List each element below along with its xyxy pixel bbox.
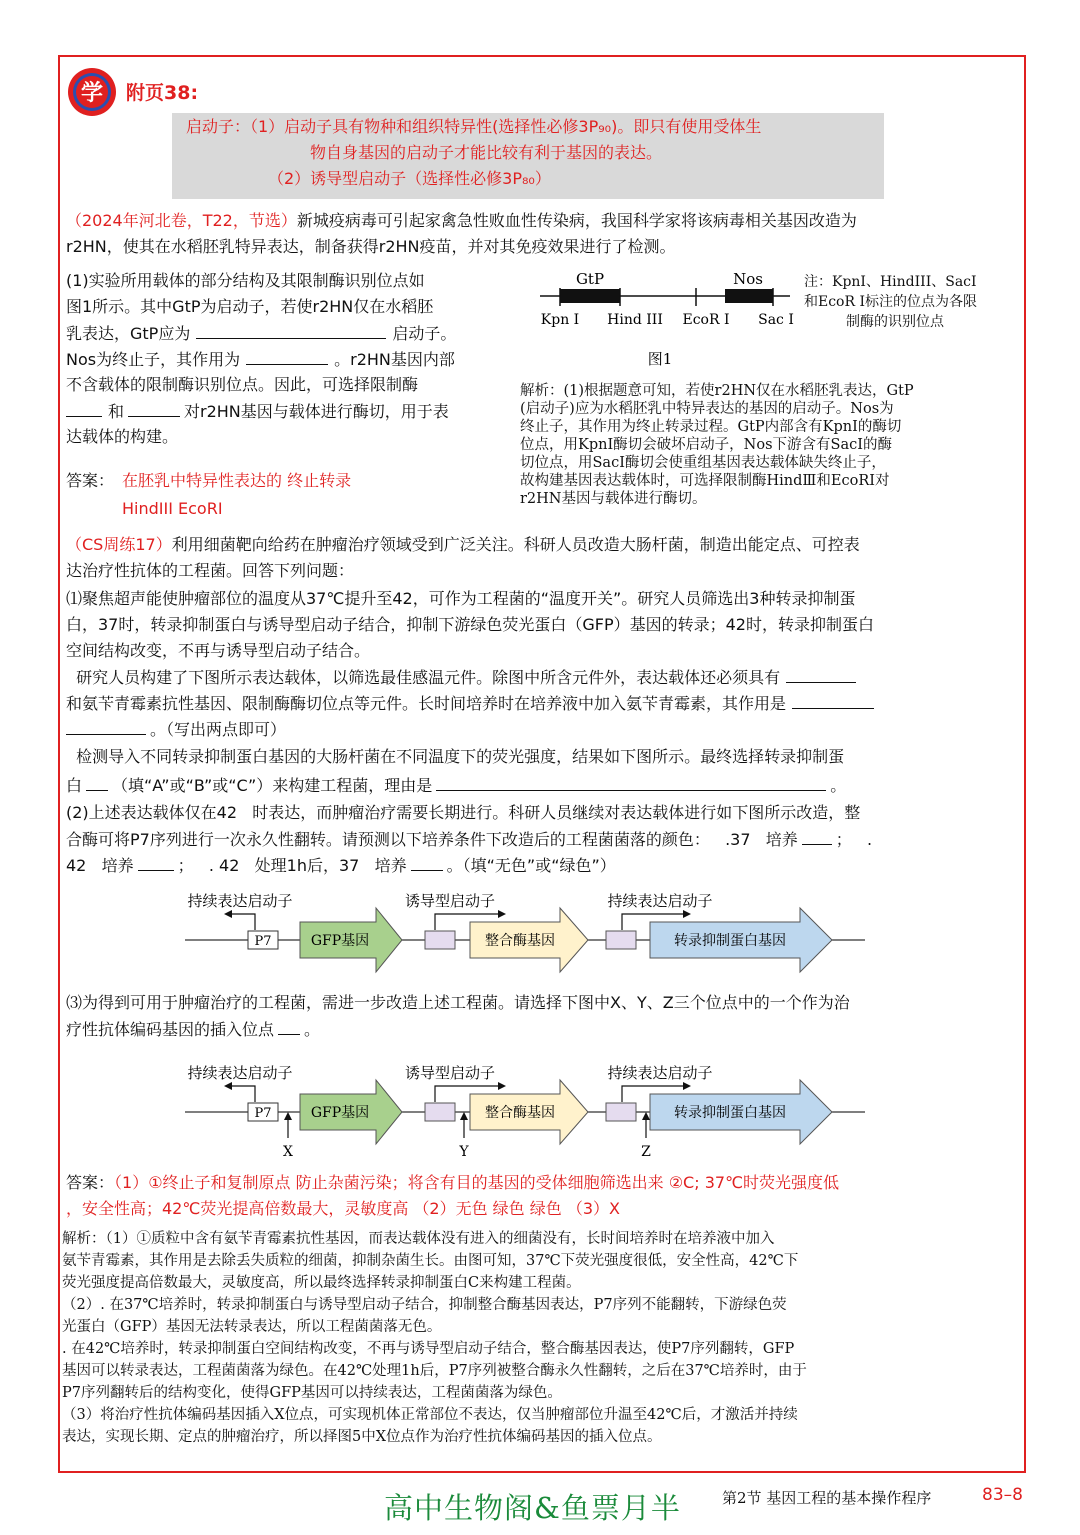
blank-enzyme-2[interactable]	[128, 398, 180, 417]
q2-p1-8b: （填“A”或“B”或“C”）来构建工程菌，理由是	[112, 776, 433, 795]
q2-p1-7: 检测导入不同转录抑制蛋白基因的大肠杆菌在不同温度下的荧光强度，结果如下图所示。最终选择转录抑制蛋	[66, 747, 845, 766]
ecor-label: EcoR I	[682, 312, 730, 328]
logo-char: 学	[80, 81, 104, 106]
q2-analysis	[62, 1228, 1022, 1448]
q2-p2-3	[66, 852, 616, 879]
q2-p1-2: 白，37时，转录抑制蛋白与诱导型启动子结合，抑制下游绿色荧光蛋白（GFP）基因的转录；42时，转录抑制蛋白	[66, 615, 874, 634]
xue-logo-icon	[66, 66, 118, 118]
q1-analysis-3: 终止子，其作用为终止转录过程。GtP内部含有KpnⅠ的酶切	[520, 419, 902, 435]
q2-p3-2b: 。	[304, 1020, 321, 1039]
q2-p2-3b: ； . 42 处理1h后，37 培养	[177, 856, 407, 875]
q2-analysis-6: . 在42℃培养时，转录抑制蛋白空间结构改变，不再与诱导型启动子结合，整合酶基因表达，使P7序列翻转，GFP	[62, 1341, 795, 1357]
q2-intro-a: 利用细菌靶向给药在肿瘤治疗领域受到广泛关注。科研人员改造大肠杆菌，制造出能定点、可控表	[171, 535, 860, 554]
expression-vector-diagram-2	[180, 1058, 870, 1162]
const-promoter-box-2	[606, 931, 636, 949]
q2-p2-2a: 合酶可将P7序列进行一次永久性翻转。请预测以下培养条件下改造后的工程菌菌落的颜色： .37 培养	[66, 830, 798, 849]
q1-analysis	[520, 382, 1020, 508]
expression-vector-diagram-1	[180, 886, 870, 976]
q2-analysis-10: 表达，实现长期、定点的肿瘤治疗，所以择图5中X位点作为治疗性抗体编码基因的插入位点。	[62, 1429, 662, 1445]
ind-promoter-label-d2: 诱导型启动子	[404, 1064, 496, 1082]
q1-analysis-4: 位点，用KpnⅠ酶切会破坏启动子，Nos下游含有SacⅠ的酶	[520, 437, 892, 453]
gfp-label-2: GFP基因	[310, 1105, 370, 1121]
q2-analysis-8: P7序列翻转后的结构变化，使得GFP基因可以持续表达，工程菌菌落为绿色。	[62, 1385, 562, 1401]
fig1-note-3: 制酶的识别位点	[846, 314, 944, 330]
note-line-1: 启动子：（1）启动子具有物种和组织特异性(选择性必修3P₉₀)。即只有使用受体生	[186, 117, 762, 136]
p7-label-2: P7	[254, 1106, 272, 1121]
q1-answer-label: 答案：	[66, 471, 115, 490]
blank-gtp[interactable]	[196, 320, 386, 339]
q1-line-3a: 乳表达，GtP应为	[66, 324, 191, 343]
q2-answer-line-2: ，安全性高；42℃荧光提高倍数最大，灵敏度高 （2）无色 绿色 绿色 （3）X	[66, 1199, 620, 1218]
footer-section: 第2节 基因工程的基本操作程序	[722, 1489, 932, 1507]
q2-p1-6a: 。（写出两点即可）	[150, 720, 287, 739]
blank-ampicillin-2[interactable]	[66, 716, 146, 735]
q2-p1-4a: 研究人员构建了下图所示表达载体，以筛选最佳感温元件。除图中所含元件外，表达载体还必须具有	[66, 668, 781, 687]
q2-p1-5a: 和氨苄青霉素抗性基因、限制酶酶切位点等元件。长时间培养时在培养液中加入氨苄青霉素，其作用是	[66, 694, 787, 713]
fig1-note-1: 注：KpnI、HindIII、SacI	[804, 274, 977, 290]
blank-nos[interactable]	[246, 346, 328, 365]
q1-line-6b: 对r2HN基因与载体进行酶切，用于表	[184, 402, 449, 421]
q2-p1-6	[66, 716, 286, 743]
q1-line-3b: 启动子。	[392, 324, 457, 343]
footer-page-number: 83–8	[982, 1485, 1023, 1505]
site-x: X	[283, 1144, 293, 1160]
blank-enzyme-1[interactable]	[66, 398, 102, 417]
blank-reason[interactable]	[436, 772, 826, 791]
const-promoter-label-d2b: 持续表达启动子	[607, 1064, 713, 1082]
integrase-label: 整合酶基因	[485, 933, 555, 949]
q1-analysis-6: 故构建基因表达载体时，可选择限制酶HindⅢ和EcoRⅠ对	[520, 473, 890, 489]
q2-intro-b: 达治疗性抗体的工程菌。回答下列问题：	[66, 561, 355, 580]
gtp-block	[560, 289, 620, 303]
kpn-label: Kpn I	[540, 312, 580, 328]
figure-1-vector	[520, 262, 800, 372]
q1-line-1: (1)实验所用载体的部分结构及其限制酶识别位点如	[66, 271, 425, 290]
q2-analysis-7: 基因可以转录表达，工程菌菌落为绿色。在42℃处理1h后，P7序列被整合酶永久性翻转，之后在37℃培养时，由于	[62, 1363, 807, 1379]
q2-analysis-1: 解析：（1）①质粒中含有氨苄青霉素抗性基因，而表达载体没有进入的细菌没有，长时间培养时在培养液中加入	[62, 1231, 775, 1247]
blank-color-42[interactable]	[138, 852, 174, 871]
q1-line-5: 不含载体的限制酶识别位点。因此，可选择限制酶	[66, 375, 419, 394]
q1-intro	[66, 208, 1016, 234]
q2-answer-label: 答案：	[66, 1173, 115, 1192]
q2-analysis-5: 光蛋白（GFP）基因无法转录表达，所以工程菌菌落无色。	[62, 1319, 442, 1335]
q2-analysis-2: 氨苄青霉素，其作用是去除丢失质粒的细菌，抑制杂菌生长。由图可知，37℃下荧光强度很低，安全性高，42℃下	[62, 1253, 799, 1269]
q1-analysis-7: r2HN基因与载体进行酶切。	[520, 491, 707, 507]
inducible-promoter-box	[425, 931, 455, 949]
q2-p2-1: (2)上述表达载体仅在42 时表达，而肿瘤治疗需要长期进行。科研人员继续对表达载体进行如下图所示改造，整	[66, 803, 861, 822]
q2-p2-3a: 42 培养	[66, 856, 134, 875]
q1-line-4b: 。r2HN基因内部	[334, 350, 455, 369]
q2-p1-8c: 。	[830, 776, 847, 795]
const-promoter-label-d2: 持续表达启动子	[187, 1064, 293, 1082]
q1-line-4	[66, 346, 455, 373]
repressor-label: 转录抑制蛋白基因	[674, 933, 786, 949]
q2-p1-4	[66, 664, 856, 691]
hind-label: Hind III	[607, 312, 663, 328]
fig1-note	[804, 272, 977, 332]
nos-label: Nos	[733, 270, 763, 288]
site-y: Y	[459, 1144, 469, 1160]
q1-intro-b: r2HN，使其在水稻胚乳特异表达，制备获得r2HN疫苗，并对其免疫效果进行了检测。	[66, 237, 676, 256]
nos-block	[725, 289, 773, 303]
repressor-label-2: 转录抑制蛋白基因	[674, 1105, 786, 1121]
q2-p2-3c: 。（填“无色”或“绿色”）	[446, 856, 616, 875]
q2-source: （CS周练17）	[66, 535, 172, 554]
blank-insert-site[interactable]	[278, 1016, 300, 1035]
blank-color-37[interactable]	[802, 826, 832, 845]
sac-label: Sac I	[758, 312, 794, 328]
q1-line-2: 图1所示。其中GtP为启动子，若使r2HN仅在水稻胚	[66, 297, 434, 316]
ind-promoter-label: 诱导型启动子	[404, 892, 496, 910]
fig1-note-2: 和EcoR I标注的位点为各限	[804, 294, 978, 310]
note-line-2: 物自身基因的启动子才能比较有利于基因的表达。	[310, 143, 663, 162]
q2-p3-2a: 疗性抗体编码基因的插入位点	[66, 1020, 275, 1039]
q1-line-6a: 和	[108, 402, 125, 421]
q2-p3-1: ⑶为得到可用于肿瘤治疗的工程菌，需进一步改造上述工程菌。请选择下图中X、Y、Z三个位点中的一个作为治	[66, 993, 850, 1012]
q2-p2-2b: ； .	[835, 830, 873, 849]
q2-intro	[66, 532, 1016, 558]
q2-analysis-3: 荧光强度提高倍数最大，灵敏度高，所以最终选择转录抑制蛋白C来构建工程菌。	[62, 1275, 581, 1291]
q1-line-6	[66, 398, 449, 425]
blank-ampicillin-1[interactable]	[792, 690, 874, 709]
figure-1-caption: 图1	[647, 350, 673, 368]
q1-analysis-2: (启动子)应为水稻胚乳中特异表达的基因的启动子。Nos为	[520, 401, 894, 417]
blank-color-42-37[interactable]	[411, 852, 443, 871]
q1-line-3	[66, 320, 456, 347]
appendix-title: 附页38:	[126, 82, 199, 104]
q2-answer-line-1: （1）①终止子和复制原点 防止杂菌污染；将含有目的基因的受体细胞筛选出来 ②C; 37℃时荧光强度低	[114, 1173, 840, 1192]
q1-answer-line-1: 在胚乳中特异性表达的 终止转录	[122, 471, 352, 490]
q2-p2-2	[66, 826, 872, 853]
gfp-label: GFP基因	[310, 933, 370, 949]
q2-p1-8	[66, 772, 846, 799]
const-promoter-label: 持续表达启动子	[187, 892, 293, 910]
q1-source: （2024年河北卷，T22，节选）	[66, 211, 297, 230]
footer-brand: 高中生物阁&鱼票月半	[384, 1491, 681, 1525]
site-z: Z	[641, 1144, 651, 1160]
q2-analysis-4: （2）. 在37℃培养时，转录抑制蛋白与诱导型启动子结合，抑制整合酶基因表达，P7序列不能翻转，下游绿色荧	[62, 1297, 787, 1313]
q1-intro-a: 新城疫病毒可引起家禽急性败血性传染病，我国科学家将该病毒相关基因改造为	[296, 211, 857, 230]
q1-analysis-5: 切位点，用SacⅠ酶切会使重组基因表达载体缺失终止子，	[520, 455, 886, 471]
q2-p1-8a: 白	[66, 776, 83, 795]
p7-label: P7	[254, 934, 272, 949]
blank-protein-choice[interactable]	[86, 772, 108, 791]
q1-answer-line-2: HindIII EcoRI	[122, 499, 223, 518]
q2-p1-3: 空间结构改变，不再与诱导型启动子结合。	[66, 641, 371, 660]
q2-p1-1: ⑴聚焦超声能使肿瘤部位的温度从37℃提升至42，可作为工程菌的“温度开关”。研究人员筛选出3种转录抑制蛋	[66, 589, 856, 608]
q1-line-4a: Nos为终止子，其作用为	[66, 350, 241, 369]
note-line-3: （2）诱导型启动子（选择性必修3P₈₀）	[268, 169, 551, 188]
const-promoter-label-2: 持续表达启动子	[607, 892, 713, 910]
gtp-label: GtP	[575, 270, 605, 288]
q2-p3-2	[66, 1016, 320, 1043]
integrase-label-2: 整合酶基因	[485, 1105, 555, 1121]
q2-analysis-9: （3）将治疗性抗体编码基因插入X位点，可实现机体正常部位不表达，仅当肿瘤部位升温至42℃后，才激活并持续	[62, 1407, 798, 1423]
q1-analysis-1: 解析：(1)根据题意可知，若使r2HN仅在水稻胚乳表达，GtP	[520, 383, 914, 399]
q2-p1-5	[66, 690, 874, 717]
q1-line-7: 达载体的构建。	[66, 427, 179, 446]
blank-vector-elements[interactable]	[786, 664, 856, 683]
q2-answer	[66, 1170, 1016, 1196]
